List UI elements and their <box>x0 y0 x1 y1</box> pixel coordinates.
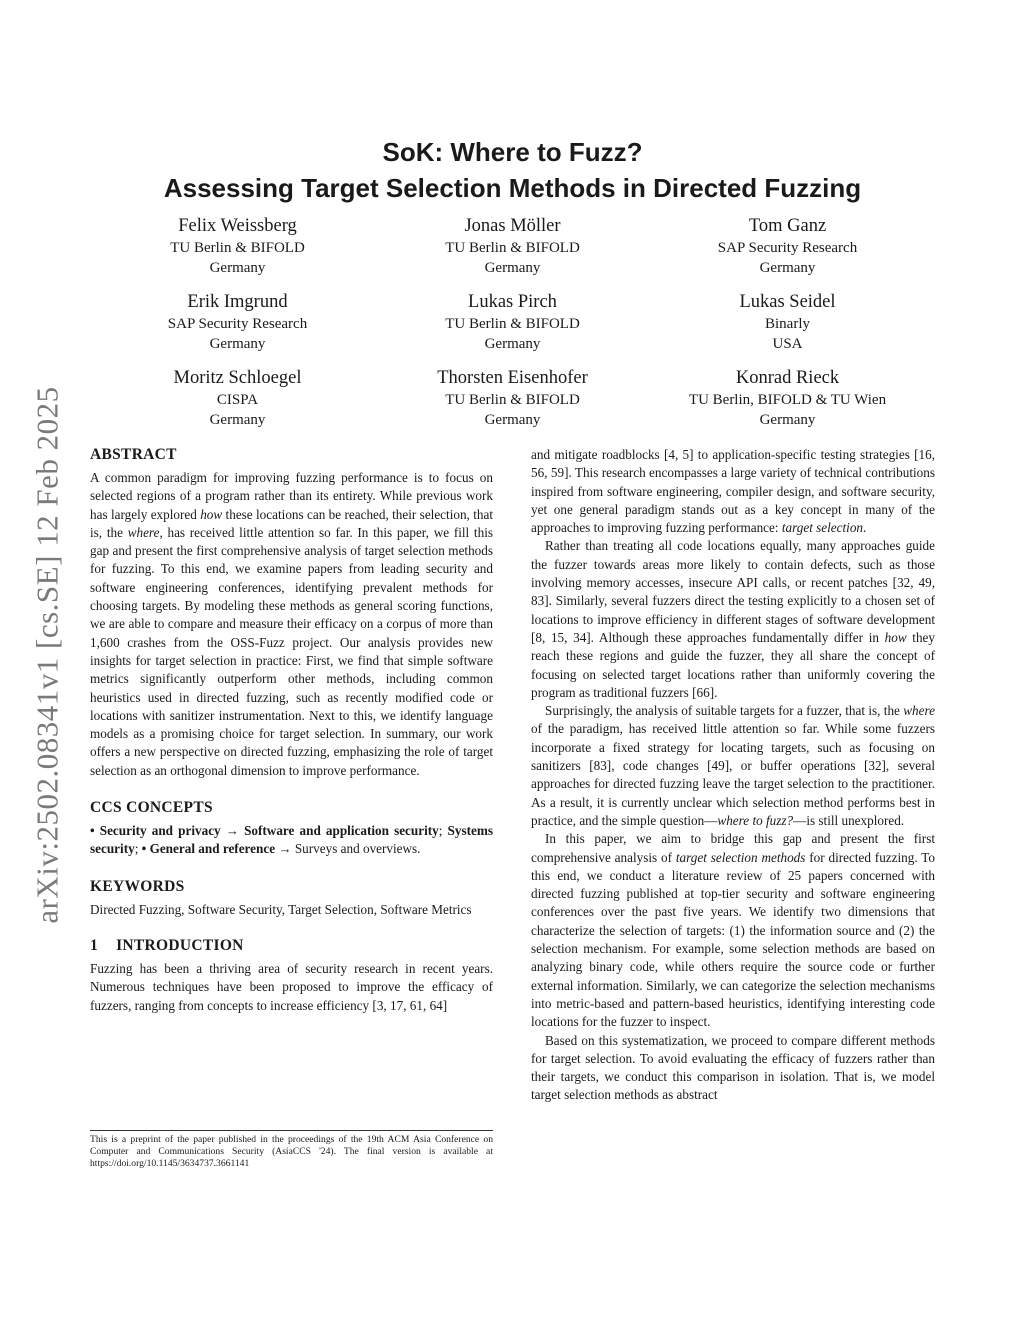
abstract-paragraph <box>90 469 493 780</box>
author-country: USA <box>772 336 803 352</box>
intro-heading <box>90 935 493 957</box>
ccs-term: Software and application security <box>244 823 439 839</box>
author-name: Tom Ganz <box>748 216 827 236</box>
ccs-arrow: → <box>220 823 245 839</box>
author-name: Moritz Schloegel <box>173 368 302 388</box>
intro-paragraph-1: Fuzzing has been a thriving area of security research in recent years. Numerous techniques have been proposed to improve the efficacy of fuzzers, ranging from concepts to increase efficiency [3, 17, 61, 64] <box>90 960 493 1013</box>
author-country: Germany <box>209 336 266 352</box>
author-name: Felix Weissberg <box>178 216 297 236</box>
paper-title <box>90 134 935 206</box>
intro-paragraph-4 <box>531 830 935 1031</box>
section-title: INTRODUCTION <box>116 936 244 954</box>
author-affiliation: TU Berlin & BIFOLD <box>445 316 580 332</box>
body-text: Rather than treating all code locations equally, many approaches guide the fuzzer towards areas more likely to contain defects, such as those involving memory accesses, insecure API calls, or recent patches [32, 49, 83]. Similarly, several fuzzers direct the testing explicitly to a chosen set of locations to improve efficiency in different stages of software development [8, 15, 34]. Although these approaches fundamentally differ in <box>531 538 935 645</box>
body-text: . <box>863 520 867 536</box>
body-emphasis: how <box>884 629 907 645</box>
right-column <box>531 446 935 1105</box>
abstract-emphasis: where <box>127 524 160 540</box>
ccs-separator: ; <box>438 823 448 839</box>
ccs-term: Systems security <box>90 823 493 857</box>
author-affiliation: TU Berlin & BIFOLD <box>170 240 305 256</box>
author-card <box>375 214 650 278</box>
body-text: they reach these regions and guide the fuzzer, they all share the concept of focusing on selected target locations rather than uniformly covering the program as traditional fuzzers [66]. <box>531 629 935 700</box>
left-column <box>90 444 493 1015</box>
arxiv-identifier-text: arXiv:2502.08341v1 [cs.SE] 12 Feb 2025 <box>30 386 65 924</box>
author-affiliation: SAP Security Research <box>717 240 858 256</box>
intro-paragraph-5: Based on this systematization, we proceed to compare different methods for target selection. To avoid evaluating the efficacy of fuzzers rather than their targets, we conduct this comparison in isolation. That is, we model target selection methods as abstract <box>531 1032 935 1103</box>
body-text: for directed fuzzing. To this end, we conduct a literature review of 25 papers concerned with directed fuzzing published at top-tier security and software engineering conferences over the past five years. We identify two dimensions that characterize the selection of targets: (1) the information source and (2) the selection mechanism. For example, some selection methods are based on analyzing binary code, while others require the source code or further external information. Similarly, we can categorize the selection mechanisms into metric-based and pattern-based heuristics, identifying interesting code locations for the fuzzer to inspect. <box>531 849 935 1030</box>
abstract-emphasis: how <box>200 506 223 522</box>
author-country: Germany <box>484 260 541 276</box>
abstract-heading: ABSTRACT <box>90 446 177 463</box>
body-emphasis: where to fuzz? <box>717 812 794 828</box>
author-affiliation: CISPA <box>216 392 259 408</box>
author-affiliation: TU Berlin & BIFOLD <box>445 240 580 256</box>
author-name: Konrad Rieck <box>735 368 840 388</box>
ccs-arrow: → <box>275 841 295 857</box>
keywords-heading: KEYWORDS <box>90 877 185 895</box>
author-card <box>375 290 650 354</box>
abstract-text: , has received little attention so far. In this paper, we fill this gap and present the first comprehensive analysis of target selection methods for fuzzing. To this end, we examine papers from leading security and software engineering conferences, identifying prevalent methods for choosing targets. By modeling these methods as general scoring functions, we are able to compare and measure their efficacy on a corpus of more than 1,600 crashes from the OSS-Fuzz project. Our analysis provides new insights for target selection in practice: First, we find that simple software metrics significantly outperform other methods, including common heuristics used in directed fuzzing, such as recently modified code or locations with sanitizer instrumentation. Next to this, we identify language models as a promising choice for target selection. In summary, our work offers a new perspective on directed fuzzing, emphasizing the role of target selection as an orthogonal dimension to improve performance. <box>90 524 493 778</box>
ccs-term-plain: Surveys and overviews. <box>294 841 421 857</box>
title-line-1: SoK: Where to Fuzz? <box>382 137 643 167</box>
intro-paragraph-2 <box>531 537 935 702</box>
author-card <box>100 366 375 430</box>
keywords-text: Directed Fuzzing, Software Security, Target Selection, Software Metrics <box>90 901 472 917</box>
ccs-term: • General and reference <box>141 841 276 857</box>
author-card <box>375 366 650 430</box>
arxiv-identifier-stamp <box>18 360 78 950</box>
abstract-text: these locations can be reached, their selection, that is, the <box>90 506 493 540</box>
author-grid <box>100 214 925 430</box>
body-text: and mitigate roadblocks [4, 5] to application-specific testing strategies [16, 56, 59]. This research encompasses a large variety of technical contributions inspired from software engineering, compiler design, and software security, yet one general paradigm stands out as a key concept in many of the approaches to improving fuzzing performance: <box>531 447 935 536</box>
author-affiliation: TU Berlin & BIFOLD <box>445 392 580 408</box>
author-name: Lukas Seidel <box>739 292 836 312</box>
author-card <box>100 290 375 354</box>
author-name: Jonas Möller <box>464 216 561 236</box>
body-text: Surprisingly, the analysis of suitable targets for a fuzzer, that is, the <box>545 703 904 719</box>
author-affiliation: SAP Security Research <box>167 316 308 332</box>
body-emphasis: target selection methods <box>675 849 806 865</box>
author-card <box>650 290 925 354</box>
author-name: Lukas Pirch <box>468 292 557 312</box>
abstract-text: A common paradigm for improving fuzzing performance is to focus on selected regions of a program rather than its entirety. While previous work has largely explored <box>90 470 493 522</box>
ccs-heading: CCS CONCEPTS <box>90 799 213 817</box>
ccs-paragraph <box>90 822 493 859</box>
author-card <box>100 214 375 278</box>
body-text: In this paper, we aim to bridge this gap and present the first comprehensive analysis of <box>531 831 935 865</box>
author-country: Germany <box>759 412 816 428</box>
body-emphasis: target selection <box>781 520 864 536</box>
author-card <box>650 366 925 430</box>
author-country: Germany <box>484 336 541 352</box>
author-name: Thorsten Eisenhofer <box>437 368 588 388</box>
author-name: Erik Imgrund <box>187 292 288 312</box>
author-country: Germany <box>209 412 266 428</box>
author-country: Germany <box>484 412 541 428</box>
body-text: —is still unexplored. <box>793 812 905 828</box>
ccs-term: • Security and privacy <box>90 823 221 839</box>
section-number: 1 <box>90 936 99 954</box>
author-affiliation: TU Berlin, BIFOLD & TU Wien <box>688 392 887 408</box>
preprint-footnote: This is a preprint of the paper published in the proceedings of the 19th ACM Asia Conference on Computer and Communications Security (AsiaCCS '24). The final version is available at https://doi.org/10.1145/3634737.3661141 <box>90 1130 493 1171</box>
title-line-2: Assessing Target Selection Methods in Directed Fuzzing <box>163 173 862 203</box>
author-affiliation: Binarly <box>765 316 810 332</box>
author-card <box>650 214 925 278</box>
author-country: Germany <box>759 260 816 276</box>
body-text: of the paradigm, has received little attention so far. While some fuzzers incorporate a fixed strategy for locating targets, such as focusing on sanitizers [83], code changes [49], or buffer operations [32], several approaches for directed fuzzing leave the target selection to the practitioner. As a result, it is currently unclear which selection method performs best in practice, and the simple question— <box>531 721 935 828</box>
intro-paragraph-3 <box>531 702 935 830</box>
ccs-separator: ; <box>134 841 142 857</box>
author-country: Germany <box>209 260 266 276</box>
body-emphasis: where <box>903 703 935 719</box>
intro-paragraph-1-continued <box>531 446 935 537</box>
